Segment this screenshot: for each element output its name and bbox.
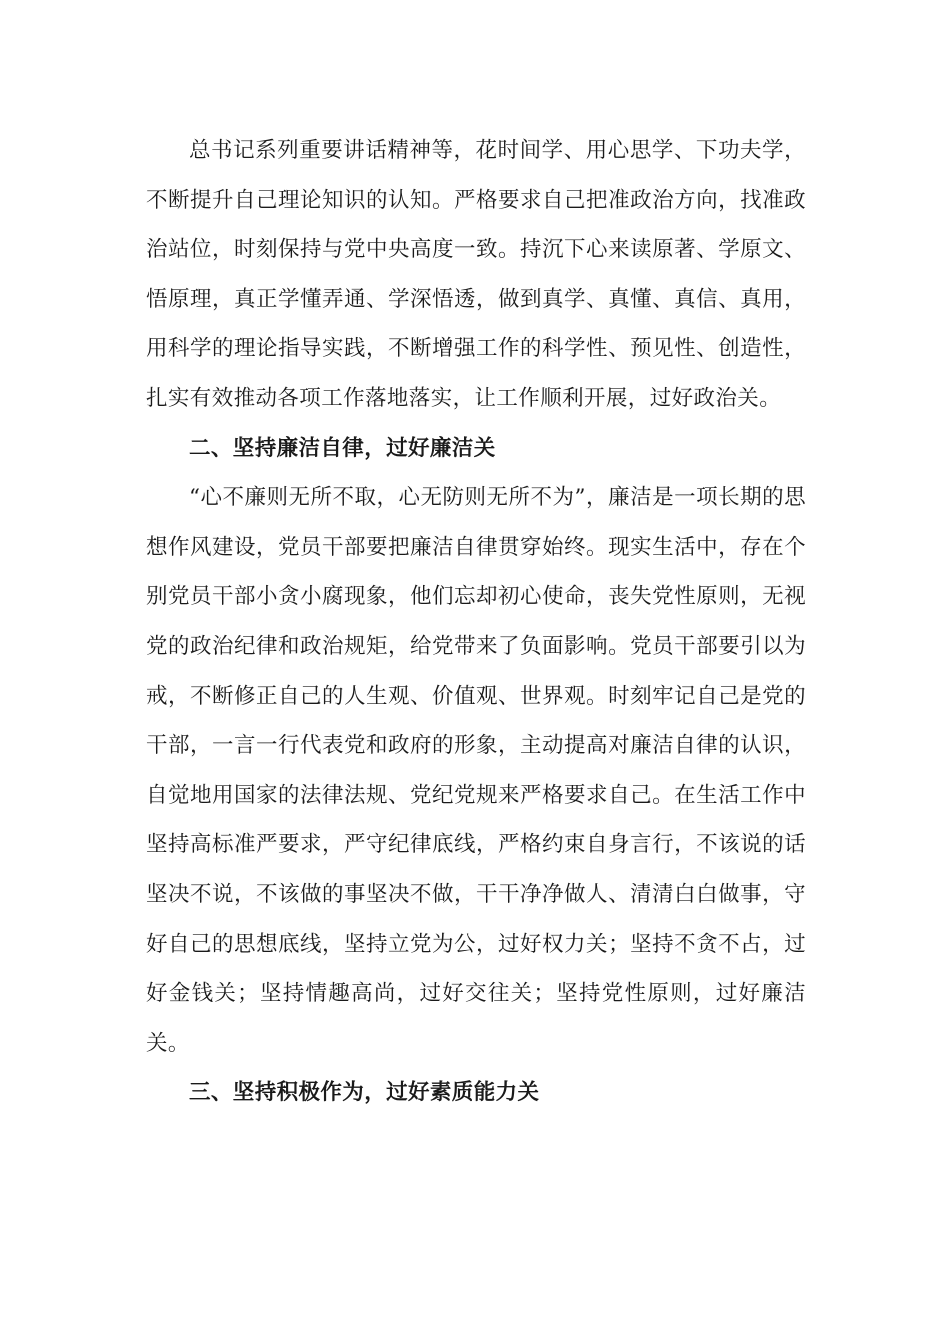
paragraph-political-study: 总书记系列重要讲话精神等，花时间学、用心思学、下功夫学，不断提升自己理论知识的认知。严格要求自己把准政治方向，找准政治站位，时刻保持与党中央高度一致。持沉下心来读原著、学原文、悟原理，真正学懂弄通、学深悟透，做到真学、真懂、真信、真用，用科学的理论指导实践，不断增强工作的科学性、预见性、创造性，扎实有效推动各项工作落地落实，让工作顺利开展，过好政治关。 <box>146 138 806 411</box>
section-heading-competence: 三、坚持积极作为，过好素质能力关 <box>189 1080 540 1106</box>
paragraph-integrity: “心不廉则无所不取，心无防则无所不为”，廉洁是一项长期的思想作风建设，党员干部要把廉洁自律贯穿始终。现实生活中，存在个别党员干部小贪小腐现象，他们忘却初心使命，丧失党性原则，无视党的政治纪律和政治规矩，给党带来了负面影响。党员干部要引以为戒，不断修正自己的人生观、价值观、世界观。时刻牢记自己是党的干部，一言一行代表党和政府的形象，主动提高对廉洁自律的认识，自觉地用国家的法律法规、党纪党规来严格要求自己。在生活工作中坚持高标准严要求，严守纪律底线，严格约束自身言行，不该说的话坚决不说，不该做的事坚决不做，干干净净做人、清清白白做事，守好自己的思想底线，坚持立党为公，过好权力关；坚持不贪不占，过好金钱关；坚持情趣高尚，过好交往关；坚持党性原则，过好廉洁关。 <box>146 485 806 1056</box>
document-body <box>146 126 806 1118</box>
section-heading-integrity: 二、坚持廉洁自律，过好廉洁关 <box>189 435 496 461</box>
